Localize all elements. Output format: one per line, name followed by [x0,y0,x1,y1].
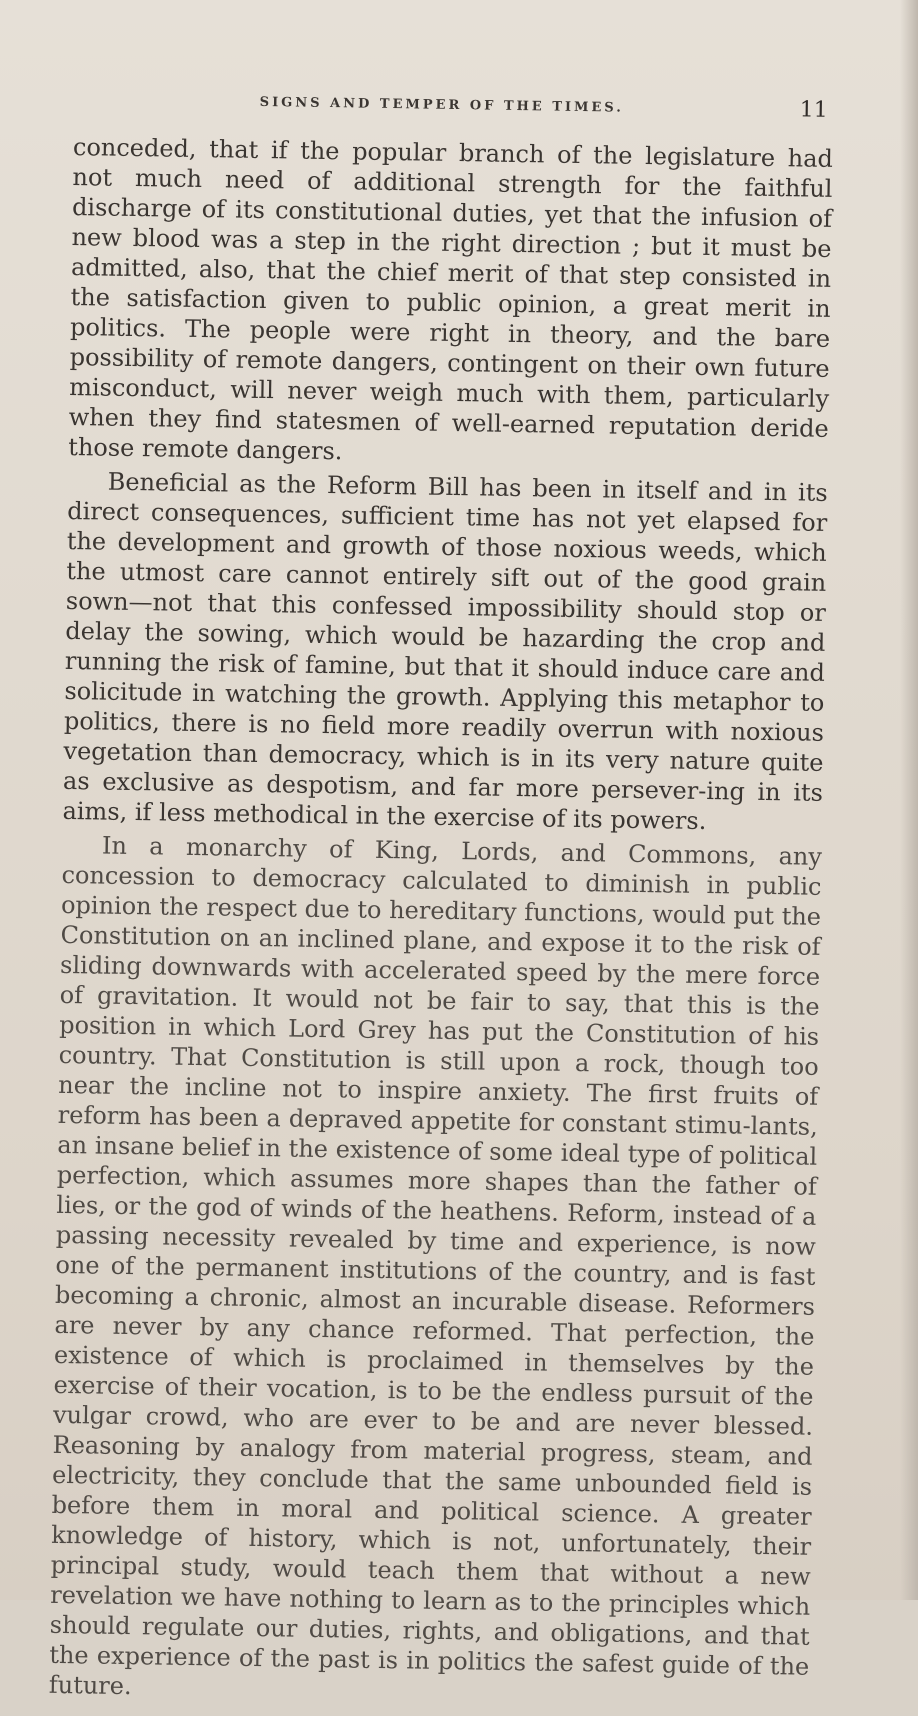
paragraph-3: In a monarchy of King, Lords, and Commons, any concession to democracy calculated to diminish in public opinion the respect due to hereditary functions, would put the Constitution on an inclined plane, and expose it to the risk of sliding downwards with accelerated speed by the mere force of gravitation. It would not be fair to say, that this is the position in which Lord Grey has put the Constitution of his country. That Constitution is still upon a rock, though too near the incline not to inspire anxiety. The first fruits of reform has been a depraved appetite for constant stimu-lants, an insane belief in the existence of some ideal type of political perfection, which assumes more shapes than the father of lies, or the god of winds of the heathens. Reform, instead of a passing necessity revealed by time and experience, is now one of the permanent institutions of the country, and is fast becoming a chronic, almost an incurable disease. Reformers are never by any chance reformed. That perfection, the existence of which is proclaimed in themselves by the exercise of their vocation, is to be the endless pursuit of the vulgar crowd, who are ever to be and are never blessed. Reasoning by analogy from material progress, steam, and electricity, they conclude that the same unbounded field is before them in moral and political science. A greater knowledge of history, which is not, unfortunately, their principal study, would teach them that without a new revelation we have nothing to learn as to the principles which should regulate our duties, rights, and obligations, and that the experience of the past is in politics the safest guide of the future. [48,831,823,1701]
running-title: SIGNS AND TEMPER OF THE TIMES. [259,94,624,116]
page-text-block [49,84,834,1716]
paragraph-2: Beneficial as the Reform Bill has been in itself and in its direct consequences, sufficient time has not yet elapsed for the development and growth of those noxious weeds, which the utmost care cannot entirely sift out of the good grain sown—not that this confessed impossibility should stop or delay the sowing, which would be hazarding the crop and running the risk of famine, but that it should induce care and solicitude in watching the growth. Applying this metaphor to politics, there is no field more readily overrun with noxious vegetation than democracy, which is in its very nature quite as exclusive as despotism, and far more persever-ing in its aims, if less methodical in the exercise of its powers. [62,467,828,836]
running-head [73,84,834,140]
paragraph-1: conceded, that if the popular branch of the legislature had not much need of additional strength for the faithful discharge of its constitutional duties, yet that the infusion of new blood was a step in the right direction ; but it must be admitted, also, that the chief merit of that step consisted in the satisfaction given to public opinion, a great merit in politics. The people were right in theory, and the bare possibility of remote dangers, contingent on their own future misconduct, will never weigh much with them, particularly when they find statesmen of well-earned reputation deride those remote dangers. [68,132,834,466]
page-number: 11 [799,97,828,123]
page-edge-shadow [900,0,918,1600]
